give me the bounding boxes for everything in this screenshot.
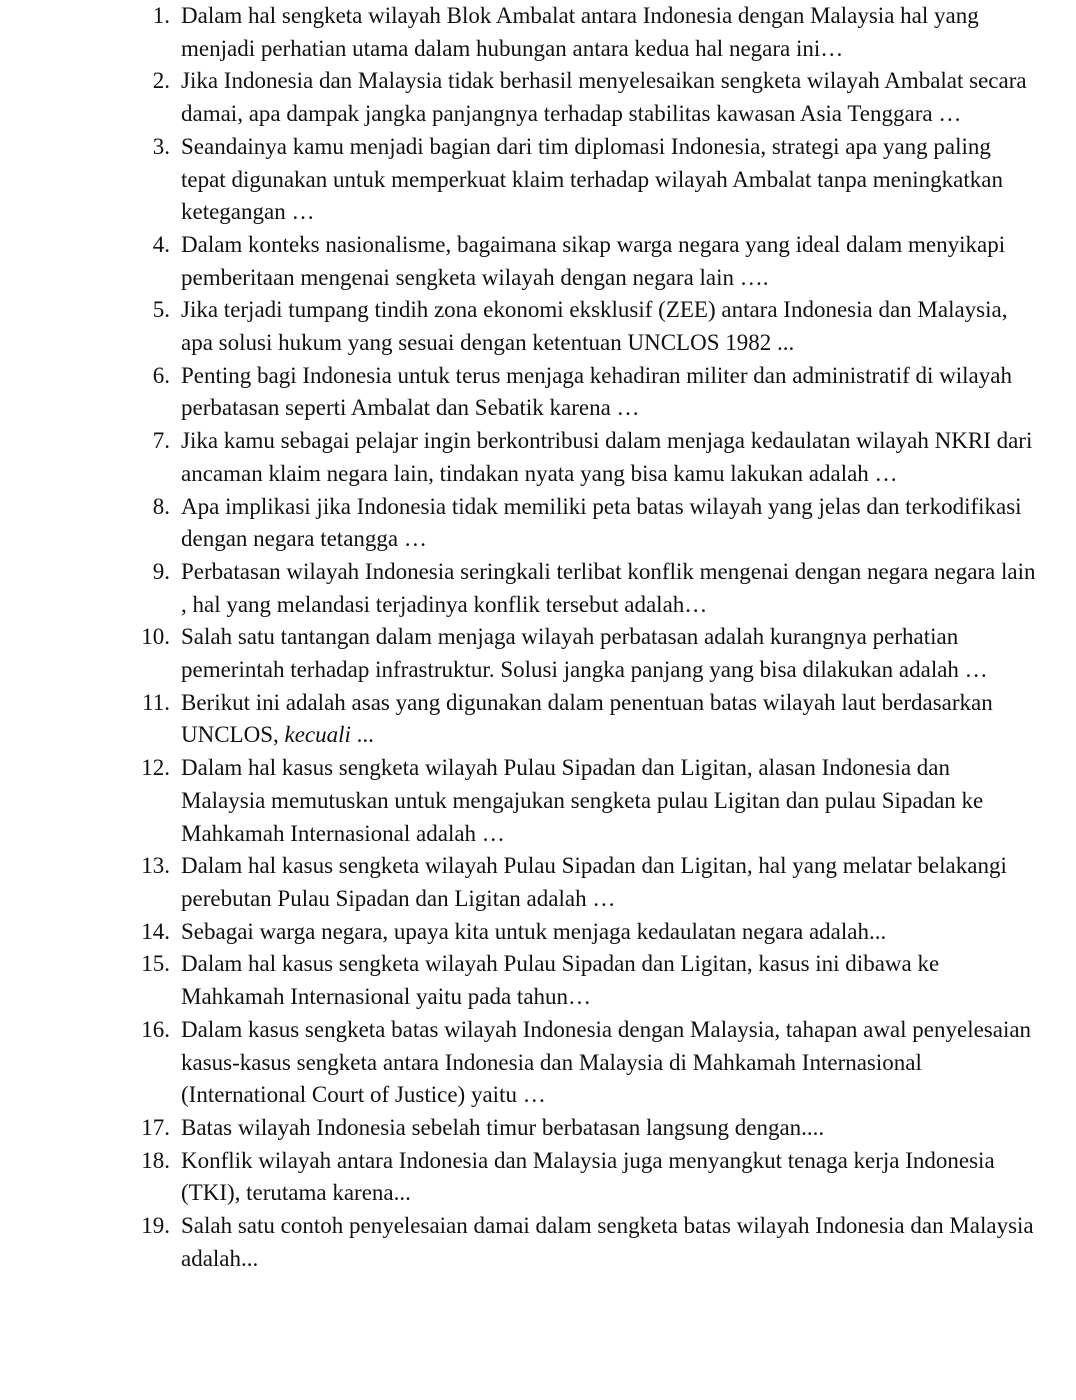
question-number: 9. [152, 558, 170, 584]
question-number: 2. [152, 68, 170, 94]
question-text: Salah satu tantangan dalam menjaga wilayah perbatasan adalah kurangnya perhatian pemerintah terhadap infrastruktur. Solusi jangka panjang yang bisa dilakukan adalah … [181, 624, 988, 683]
question-text: Batas wilayah Indonesia sebelah timur berbatasan langsung dengan.... [181, 1114, 825, 1140]
question-item [0, 425, 1076, 490]
question-number: 5. [152, 297, 170, 323]
question-number: 10. [141, 624, 170, 650]
question-item [0, 0, 1076, 65]
question-text: Jika Indonesia dan Malaysia tidak berhasil menyelesaikan sengketa wilayah Ambalat secara damai, apa dampak jangka panjangnya terhadap stabilitas kawasan Asia Tenggara … [181, 68, 1027, 127]
question-text: Jika terjadi tumpang tindih zona ekonomi eksklusif (ZEE) antara Indonesia dan Malaysia, apa solusi hukum yang sesuai dengan ketentuan UNCLOS 1982 ... [181, 297, 1008, 356]
question-number: 4. [152, 231, 170, 257]
question-number: 14. [141, 918, 170, 944]
question-text: Perbatasan wilayah Indonesia seringkali terlibat konflik mengenai dengan negara negara lain , hal yang melandasi terjadinya konflik tersebut adalah… [181, 558, 1036, 617]
question-number: 12. [141, 755, 170, 781]
question-number: 15. [141, 951, 170, 977]
question-text: Dalam hal kasus sengketa wilayah Pulau Sipadan dan Ligitan, hal yang melatar belakangi perebutan Pulau Sipadan dan Ligitan adalah … [181, 853, 1007, 911]
question-text [181, 687, 1036, 752]
question-number: 11. [142, 689, 170, 715]
question-item [0, 752, 1076, 850]
question-item [0, 360, 1076, 425]
question-item [0, 131, 1076, 229]
question-item [0, 1112, 1076, 1145]
question-text: Penting bagi Indonesia untuk terus menjaga kehadiran militer dan administratif di wilayah perbatasan seperti Ambalat dan Sebatik karena … [181, 362, 1012, 421]
question-number: 6. [152, 362, 170, 388]
question-text: Sebagai warga negara, upaya kita untuk menjaga kedaulatan negara adalah... [181, 918, 887, 944]
question-text: Jika kamu sebagai pelajar ingin berkontribusi dalam menjaga kedaulatan wilayah NKRI dari ancaman klaim negara lain, tindakan nyata yang bisa kamu lakukan adalah … [181, 428, 1033, 486]
question-item [0, 916, 1076, 949]
question-number: 17. [141, 1114, 170, 1140]
question-number: 19. [141, 1213, 170, 1239]
question-item [0, 850, 1076, 915]
question-item [0, 229, 1076, 294]
question-text: Seandainya kamu menjadi bagian dari tim diplomasi Indonesia, strategi apa yang paling tepat digunakan untuk memperkuat klaim terhadap wilayah Ambalat tanpa meningkatkan ketegangan … [181, 133, 1003, 225]
question-text: Salah satu contoh penyelesaian damai dalam sengketa batas wilayah Indonesia dan Malaysia adalah... [181, 1213, 1034, 1271]
question-text: Dalam hal sengketa wilayah Blok Ambalat antara Indonesia dengan Malaysia hal yang menjadi perhatian utama dalam hubungan antara kedua hal negara ini… [181, 3, 979, 61]
question-item [0, 1014, 1076, 1112]
question-number: 8. [152, 493, 170, 519]
question-number: 13. [141, 853, 170, 879]
question-text: Dalam hal kasus sengketa wilayah Pulau Sipadan dan Ligitan, kasus ini dibawa ke Mahkamah Internasional yaitu pada tahun… [181, 951, 940, 1010]
question-text-suffix: ... [350, 722, 374, 748]
question-item [0, 1145, 1076, 1210]
question-text: Apa implikasi jika Indonesia tidak memiliki peta batas wilayah yang jelas dan terkodifikasi dengan negara tetangga … [181, 493, 1022, 552]
question-number: 18. [141, 1147, 170, 1173]
question-item [0, 948, 1076, 1013]
question-emphasis: kecuali [284, 722, 351, 748]
question-item [0, 621, 1076, 686]
question-item [0, 294, 1076, 359]
question-item [0, 65, 1076, 130]
question-item [0, 556, 1076, 621]
question-text-main: Berikut ini adalah asas yang digunakan dalam penentuan batas wilayah laut berdasarkan UNCLOS, [181, 689, 993, 748]
question-item [0, 491, 1076, 556]
question-text: Konflik wilayah antara Indonesia dan Malaysia juga menyangkut tenaga kerja Indonesia (TKI), terutama karena... [181, 1147, 995, 1206]
question-number: 1. [152, 3, 170, 28]
question-item [0, 687, 1076, 752]
question-item [0, 1210, 1076, 1275]
question-number: 3. [152, 133, 170, 159]
question-number: 7. [152, 428, 170, 454]
question-text: Dalam kasus sengketa batas wilayah Indonesia dengan Malaysia, tahapan awal penyelesaian kasus-kasus sengketa antara Indonesia dan Malaysia di Mahkamah Internasional (International Court of Justice) yaitu … [181, 1016, 1032, 1108]
question-text: Dalam konteks nasionalisme, bagaimana sikap warga negara yang ideal dalam menyikapi pemberitaan mengenai sengketa wilayah dengan negara lain …. [181, 231, 1006, 290]
question-number: 16. [141, 1016, 170, 1042]
question-text: Dalam hal kasus sengketa wilayah Pulau Sipadan dan Ligitan, alasan Indonesia dan Malaysia memutuskan untuk mengajukan sengketa pulau Ligitan dan pulau Sipadan ke Mahkamah Internasional adalah … [181, 755, 984, 846]
